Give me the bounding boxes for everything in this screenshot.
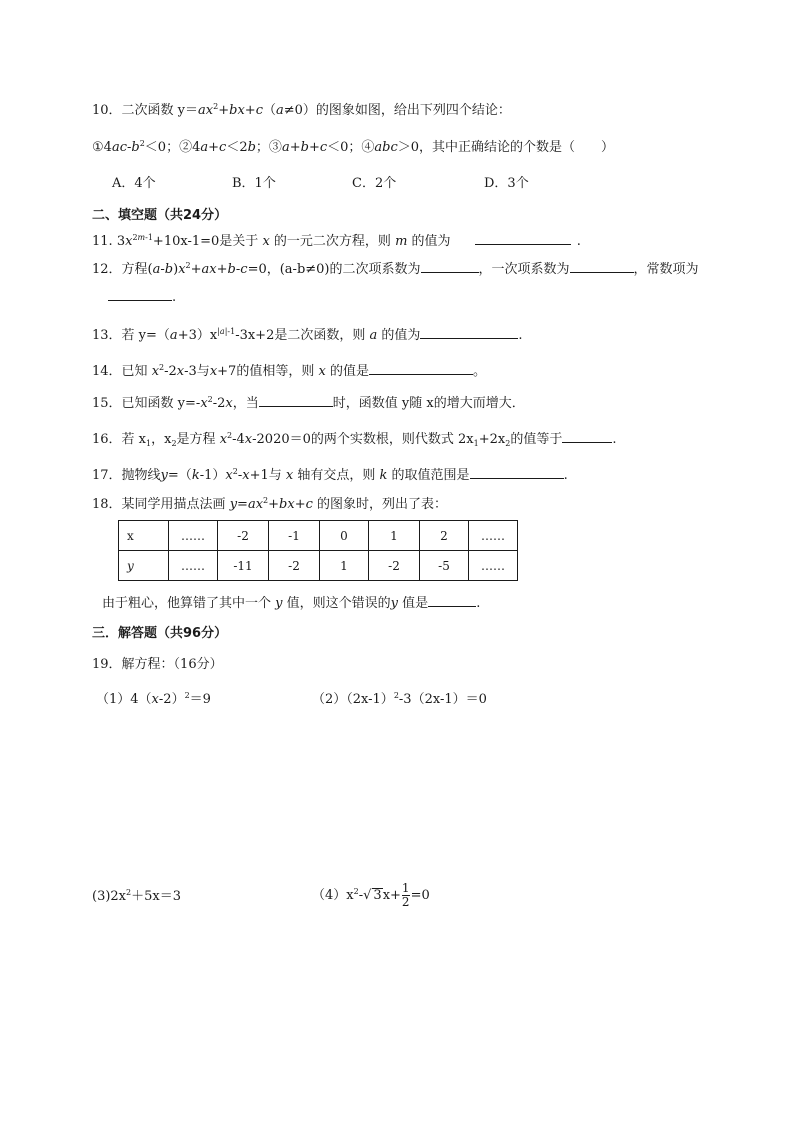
- question-10-conclusions: $①4ac-b^2<0$；②4a+c＜2b；③a+b+c＜0；④abc＞0，其中正确结论的个数是（ ）: [92, 139, 615, 155]
- section-solve-title: 三．解答题（共96分）: [92, 626, 228, 641]
- table-cell: ……: [169, 521, 218, 551]
- question-15: 15．已知函数 $y=-x^2-2x$，当 时，函数值 y随 x的增大而增大．: [92, 395, 525, 411]
- table-cell: 1: [320, 551, 369, 581]
- answer-blank-13[interactable]: [420, 326, 518, 339]
- sqrt-argument: 3: [373, 888, 382, 903]
- question-10-options: [112, 176, 672, 192]
- question-12: 12．方程$(a-b)x^2+ax+b-c=0$，(a-b≠0)的二次项系数为 ，一次项系数为 ，常数项为: [92, 261, 699, 277]
- table-row-y: [119, 551, 518, 581]
- question-19-title: 19．解方程：（16分）: [92, 657, 223, 672]
- answer-blank-18[interactable]: [428, 594, 476, 607]
- table-cell: -2: [269, 551, 320, 581]
- option-c[interactable]: C．2个: [352, 176, 397, 191]
- table-row-x: [119, 521, 518, 551]
- section-fill-in-title: 二、填空题（共24分）: [92, 208, 228, 223]
- table-cell: -5: [420, 551, 469, 581]
- table-cell: ……: [169, 551, 218, 581]
- table-cell: 0: [320, 521, 369, 551]
- question-11: 11. $3x^{2m-1}+10x-1=0$是关于 x 的一元二次方程，则 m 的值为 .: [92, 233, 581, 249]
- answer-blank-12b[interactable]: [570, 260, 634, 273]
- question-19-part3: $(3)2x^2+5x=3$: [92, 888, 181, 904]
- table-cell: 1: [369, 521, 420, 551]
- question-13: 13．若 $y=(a+3)x^{|a|-1}-3x+2$是二次函数，则 a 的值为 .: [92, 327, 523, 343]
- table-header-y: y: [119, 551, 169, 581]
- table-header-x: x: [119, 521, 169, 551]
- answer-blank-12a[interactable]: [421, 260, 479, 273]
- table-cell: 2: [420, 521, 469, 551]
- option-d[interactable]: D．3个: [484, 176, 529, 191]
- table-cell: -2: [369, 551, 420, 581]
- answer-blank-16[interactable]: [562, 430, 612, 443]
- table-cell: -2: [218, 521, 269, 551]
- table-cell: -11: [218, 551, 269, 581]
- fraction-one-half: $\frac{1}{2}$: [401, 881, 410, 909]
- table-cell: -1: [269, 521, 320, 551]
- value-table: [118, 520, 518, 581]
- option-b[interactable]: B．1个: [232, 176, 276, 191]
- question-19-part1: $(1)4(x-2)^2=9$: [96, 691, 211, 707]
- table-cell: ……: [469, 551, 518, 581]
- question-10: 10．二次函数 $y=ax^2+bx+c(a\ne 0)$的图象如图，给出下列四个结论：: [92, 102, 511, 118]
- table-cell: ……: [469, 521, 518, 551]
- sqrt-symbol: √: [363, 888, 372, 903]
- question-17: 17．抛物线$y=(k-1)x^2-x+1$与 x 轴有交点，则 k 的取值范围是 .: [92, 467, 568, 483]
- question-16: 16．若 $x_1$，$x_2$是方程 $x^2-4x-2020=0$的两个实数根，则代数式 $2x_1+2x_2$的值等于 .: [92, 431, 617, 448]
- answer-blank-11[interactable]: [475, 232, 571, 245]
- question-19-part4: $(4)x^2-√$ 3x+ $\frac{1}{2}$ =0: [312, 881, 430, 909]
- answer-blank-15[interactable]: [259, 394, 333, 407]
- question-14: 14．已知 $x^2-2x-3$与x+7的值相等，则 x 的值是 。: [92, 363, 486, 379]
- question-19-part2: $(2)(2x-1)^2-3(2x-1)=0$: [312, 691, 487, 707]
- question-18: 18．某同学用描点法画 $y=ax^2+bx+c$ 的图象时，列出了表：: [92, 496, 448, 512]
- question-12-cont: .: [108, 288, 176, 306]
- question-18-follow: 由于粗心，他算错了其中一个 y 值，则这个错误的y 值是 .: [102, 596, 481, 611]
- answer-blank-14[interactable]: [369, 362, 473, 375]
- option-a[interactable]: A．4个: [112, 176, 156, 191]
- answer-blank-17[interactable]: [470, 466, 564, 479]
- answer-blank-12c[interactable]: [108, 288, 172, 301]
